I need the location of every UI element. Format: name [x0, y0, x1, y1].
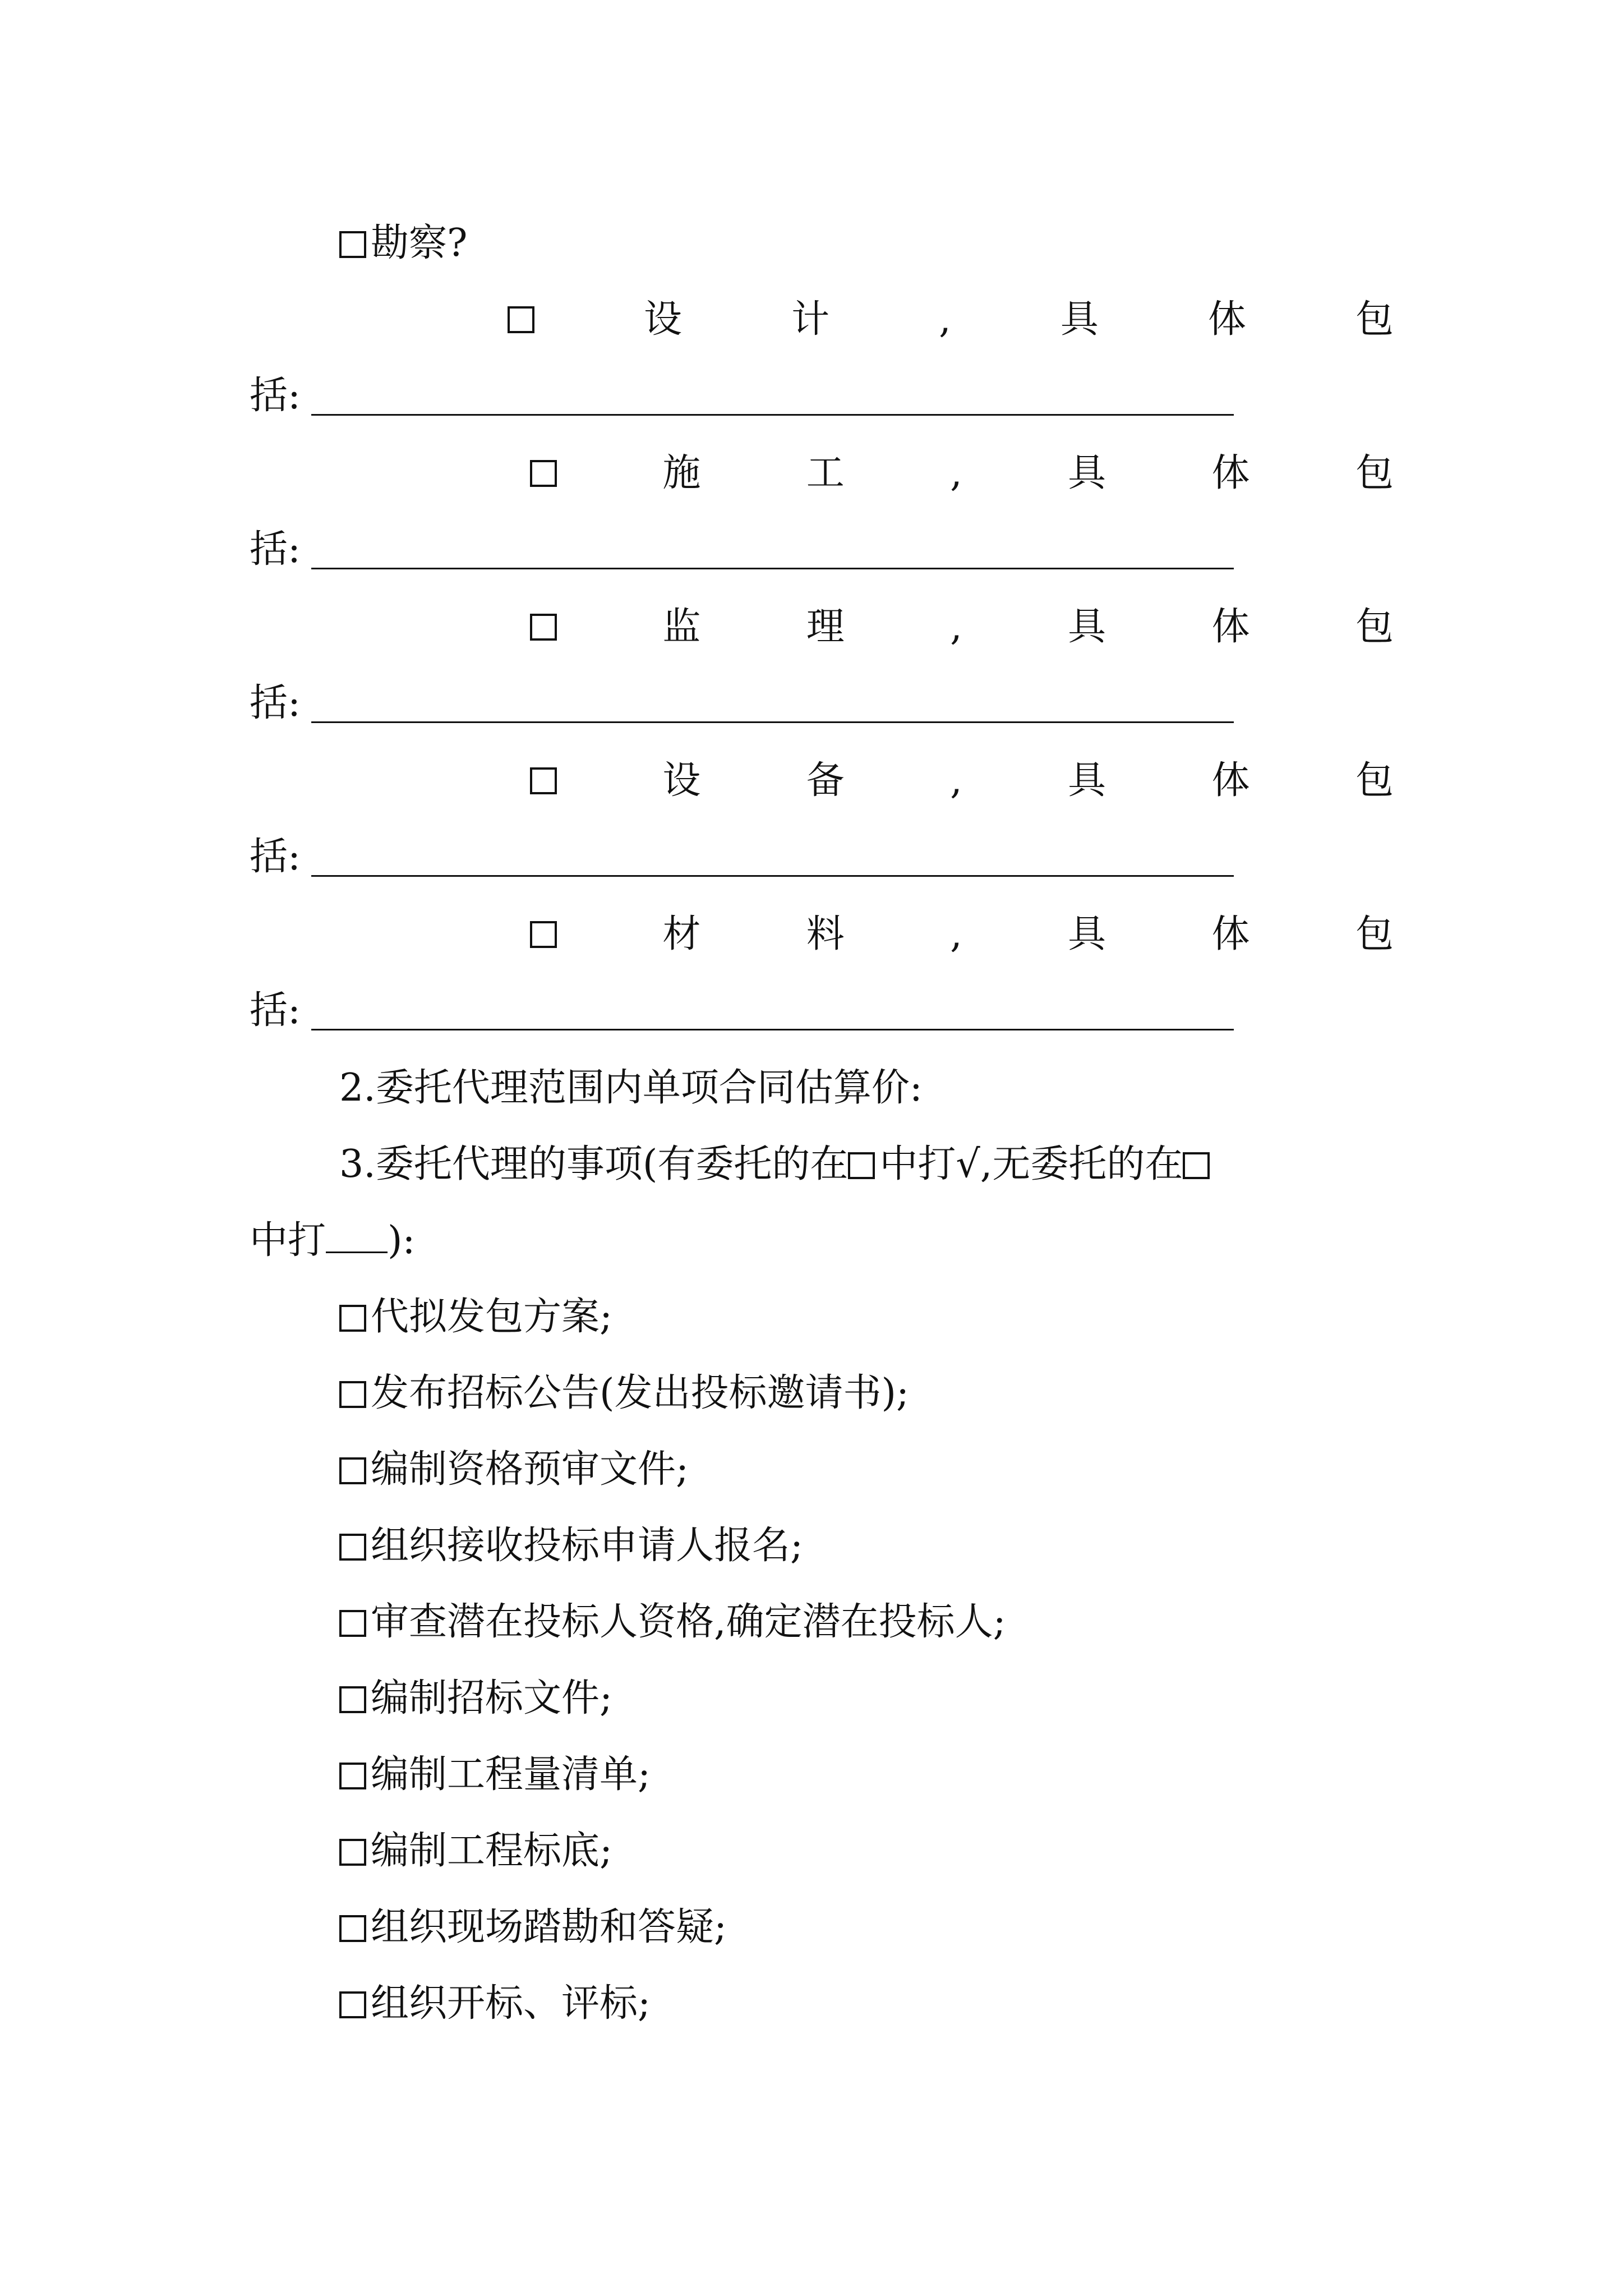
fill-line[interactable] — [311, 1029, 1234, 1030]
task-item — [339, 1905, 727, 1949]
scope-char: 具 — [1068, 912, 1106, 956]
task-item — [339, 1295, 612, 1339]
include-label: 括: — [250, 374, 301, 418]
scope-char: 工 — [806, 451, 845, 495]
scope-char: 具 — [1068, 605, 1106, 649]
scope-char: 具 — [1060, 297, 1099, 342]
item-2-estimate — [339, 1066, 923, 1110]
checkbox — [1183, 1152, 1210, 1179]
checkbox[interactable] — [339, 1534, 366, 1561]
scope-materials — [530, 912, 1394, 956]
scope-char: 设 — [644, 297, 683, 342]
scope-char: 包 — [1355, 912, 1394, 956]
task-text: 编制招标文件; — [371, 1676, 612, 1720]
checkbox[interactable] — [339, 1915, 366, 1942]
checkbox[interactable] — [530, 614, 557, 641]
checkbox[interactable] — [339, 1610, 366, 1637]
include-label: 括: — [250, 988, 301, 1033]
task-item — [339, 1676, 612, 1720]
task-text: 编制资格预审文件; — [371, 1447, 689, 1492]
task-item — [339, 1447, 689, 1492]
item-3-text: 中打 — [250, 1218, 326, 1263]
include-label: 括: — [250, 835, 301, 879]
scope-char: 包 — [1355, 758, 1394, 803]
checkbox[interactable] — [508, 306, 534, 333]
fill-line[interactable] — [311, 721, 1234, 723]
task-text: 发布招标公告(发出投标邀请书); — [371, 1371, 909, 1415]
scope-char: 材 — [662, 912, 701, 956]
checkbox[interactable] — [339, 231, 366, 258]
item-3-continuation — [250, 1218, 416, 1263]
scope-char: 包 — [1355, 605, 1394, 649]
checkbox[interactable] — [339, 1686, 366, 1713]
task-text: 组织开标、评标; — [371, 1981, 651, 2026]
scope-char: 体 — [1211, 758, 1250, 803]
checkbox[interactable] — [339, 1839, 366, 1866]
fill-line[interactable] — [311, 414, 1234, 416]
scope-char: 施 — [662, 451, 701, 495]
checkbox[interactable] — [530, 767, 557, 794]
task-text: 编制工程量清单; — [371, 1752, 651, 1797]
fill-line[interactable] — [311, 875, 1234, 877]
scope-char: 理 — [806, 605, 845, 649]
task-text: 组织接收投标申请人报名; — [371, 1524, 803, 1568]
scope-char: 体 — [1211, 605, 1250, 649]
scope-supervision — [530, 605, 1394, 649]
scope-char: 包 — [1355, 297, 1394, 342]
scope-char: 备 — [806, 758, 845, 803]
include-label: 括: — [250, 527, 301, 572]
scope-char: 具 — [1068, 451, 1106, 495]
scope-design — [508, 297, 1394, 342]
scope-equipment — [530, 758, 1394, 803]
checkbox[interactable] — [530, 921, 557, 948]
scope-materials-include — [250, 988, 301, 1033]
scope-char: 包 — [1355, 451, 1394, 495]
scope-design-include — [250, 374, 301, 418]
scope-equipment-include — [250, 835, 301, 879]
scope-char: 计 — [791, 297, 830, 342]
fill-line[interactable] — [311, 568, 1234, 569]
item-2-text: 2.委托代理范围内单项合同估算价: — [339, 1066, 923, 1110]
scope-char: , — [939, 297, 951, 342]
item-3-text: ): — [388, 1218, 416, 1263]
task-text: 代拟发包方案; — [371, 1295, 612, 1339]
item-3-heading — [339, 1142, 1214, 1186]
item-3-text: 中打√,无委托的在 — [879, 1142, 1183, 1186]
scope-char: 具 — [1068, 758, 1106, 803]
checkbox[interactable] — [339, 1305, 366, 1332]
scope-char: 体 — [1211, 451, 1250, 495]
task-item — [339, 1981, 651, 2026]
scope-construction-include — [250, 527, 301, 572]
scope-supervision-include — [250, 681, 301, 725]
scope-char: 料 — [806, 912, 845, 956]
scope-char: , — [950, 451, 962, 495]
scope-survey — [339, 221, 468, 265]
scope-char: , — [950, 758, 962, 803]
task-item — [339, 1600, 1006, 1644]
task-text: 组织现场踏勘和答疑; — [371, 1905, 727, 1949]
include-label: 括: — [250, 681, 301, 725]
scope-char: 体 — [1211, 912, 1250, 956]
checkbox — [848, 1152, 875, 1179]
blank-mark — [326, 1251, 388, 1253]
checkbox[interactable] — [530, 460, 557, 487]
scope-char: 体 — [1207, 297, 1246, 342]
checkbox[interactable] — [339, 1381, 366, 1408]
task-text: 审查潜在投标人资格,确定潜在投标人; — [371, 1600, 1006, 1644]
item-3-text: 3.委托代理的事项(有委托的在 — [339, 1142, 849, 1186]
task-item — [339, 1752, 651, 1797]
task-text: 编制工程标底; — [371, 1829, 612, 1873]
task-item — [339, 1371, 909, 1415]
scope-survey-text: 勘察? — [371, 221, 468, 265]
scope-char: 设 — [662, 758, 701, 803]
checkbox[interactable] — [339, 1991, 366, 2018]
task-item — [339, 1829, 612, 1873]
task-item — [339, 1524, 803, 1568]
scope-char: , — [950, 605, 962, 649]
scope-construction — [530, 451, 1394, 495]
scope-char: 监 — [662, 605, 701, 649]
checkbox[interactable] — [339, 1457, 366, 1484]
checkbox[interactable] — [339, 1763, 366, 1789]
scope-char: , — [950, 912, 962, 956]
